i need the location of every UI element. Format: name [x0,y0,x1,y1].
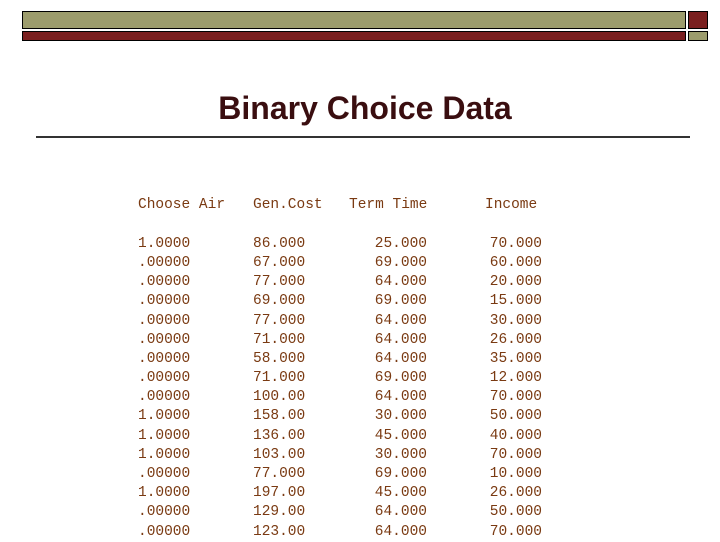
table-row [138,292,542,311]
table-cell: 77.000 [253,274,306,291]
table-cell: 67.000 [253,254,306,271]
table-cell: 30.000 [374,446,427,463]
table-cell: .00000 [138,274,191,291]
table-cell: .00000 [138,389,191,406]
table-cell: 60.000 [489,254,542,271]
table-cell: 58.000 [253,350,306,367]
table-row [138,388,542,407]
table-cell: 26.000 [489,331,542,348]
header-square-olive [688,31,708,41]
table-row [138,312,542,331]
table-cell: 69.000 [374,466,427,483]
table-cell: 64.000 [374,274,427,291]
table-row [138,484,542,503]
table-cell: .00000 [138,312,191,329]
slide-header-bar [22,11,708,41]
table-cell: 50.000 [489,408,542,425]
table-row [138,273,542,292]
table-cell: .00000 [138,370,191,387]
table-row [138,407,542,426]
column-header: Choose Air [138,197,226,214]
table-cell: .00000 [138,523,191,540]
table-row [138,523,542,542]
table-cell: 30.000 [374,408,427,425]
header-square-maroon [688,11,708,29]
table-cell: .00000 [138,331,191,348]
table-cell: 1.0000 [138,427,191,444]
table-row [138,446,542,465]
table-cell: 71.000 [253,331,306,348]
table-cell: .00000 [138,254,191,271]
table-cell: 103.00 [253,446,306,463]
slide-title: Binary Choice Data [218,90,512,126]
header-band-olive [22,11,686,29]
table-cell: 50.000 [489,504,542,521]
table-cell: 136.00 [253,427,306,444]
table-cell: 86.000 [253,235,306,252]
table-row [138,369,542,388]
table-cell: 64.000 [374,389,427,406]
table-cell: .00000 [138,504,191,521]
column-header: Income [485,197,538,214]
table-header-row [138,196,538,215]
table-cell: 69.000 [253,293,306,310]
table-row [138,235,542,254]
table-cell: 1.0000 [138,446,191,463]
column-header: Term Time [349,197,428,214]
table-cell: 70.000 [489,446,542,463]
table-row [138,254,542,273]
table-cell: 69.000 [374,293,427,310]
table-cell: .00000 [138,350,191,367]
table-row [138,465,542,484]
table-cell: 1.0000 [138,408,191,425]
table-cell: 1.0000 [138,235,191,252]
table-cell: .00000 [138,466,191,483]
table-cell: 69.000 [374,254,427,271]
table-cell: 45.000 [374,427,427,444]
table-row [138,331,542,350]
table-cell: 158.00 [253,408,306,425]
table-row [138,427,542,446]
table-cell: 77.000 [253,466,306,483]
table-cell: 70.000 [489,523,542,540]
table-cell: 12.000 [489,370,542,387]
column-header: Gen.Cost [253,197,323,214]
table-cell: 64.000 [374,523,427,540]
table-cell: 123.00 [253,523,306,540]
table-cell: 64.000 [374,312,427,329]
header-band-maroon [22,31,686,41]
table-cell: 15.000 [489,293,542,310]
table-row [138,503,542,522]
table-cell: 70.000 [489,389,542,406]
table-cell: 30.000 [489,312,542,329]
table-cell: 64.000 [374,331,427,348]
table-cell: 1.0000 [138,485,191,502]
table-cell: 45.000 [374,485,427,502]
table-cell: 64.000 [374,504,427,521]
data-table [138,158,542,542]
title-divider [36,136,690,138]
table-cell: 100.00 [253,389,306,406]
table-cell: 40.000 [489,427,542,444]
table-cell: 20.000 [489,274,542,291]
table-cell: 35.000 [489,350,542,367]
table-cell: 10.000 [489,466,542,483]
table-cell: 26.000 [489,485,542,502]
table-cell: 129.00 [253,504,306,521]
table-cell: 70.000 [489,235,542,252]
table-cell: 64.000 [374,350,427,367]
table-cell: 69.000 [374,370,427,387]
table-cell: 71.000 [253,370,306,387]
table-cell: 25.000 [374,235,427,252]
table-row [138,350,542,369]
table-cell: 197.00 [253,485,306,502]
table-cell: 77.000 [253,312,306,329]
table-cell: .00000 [138,293,191,310]
